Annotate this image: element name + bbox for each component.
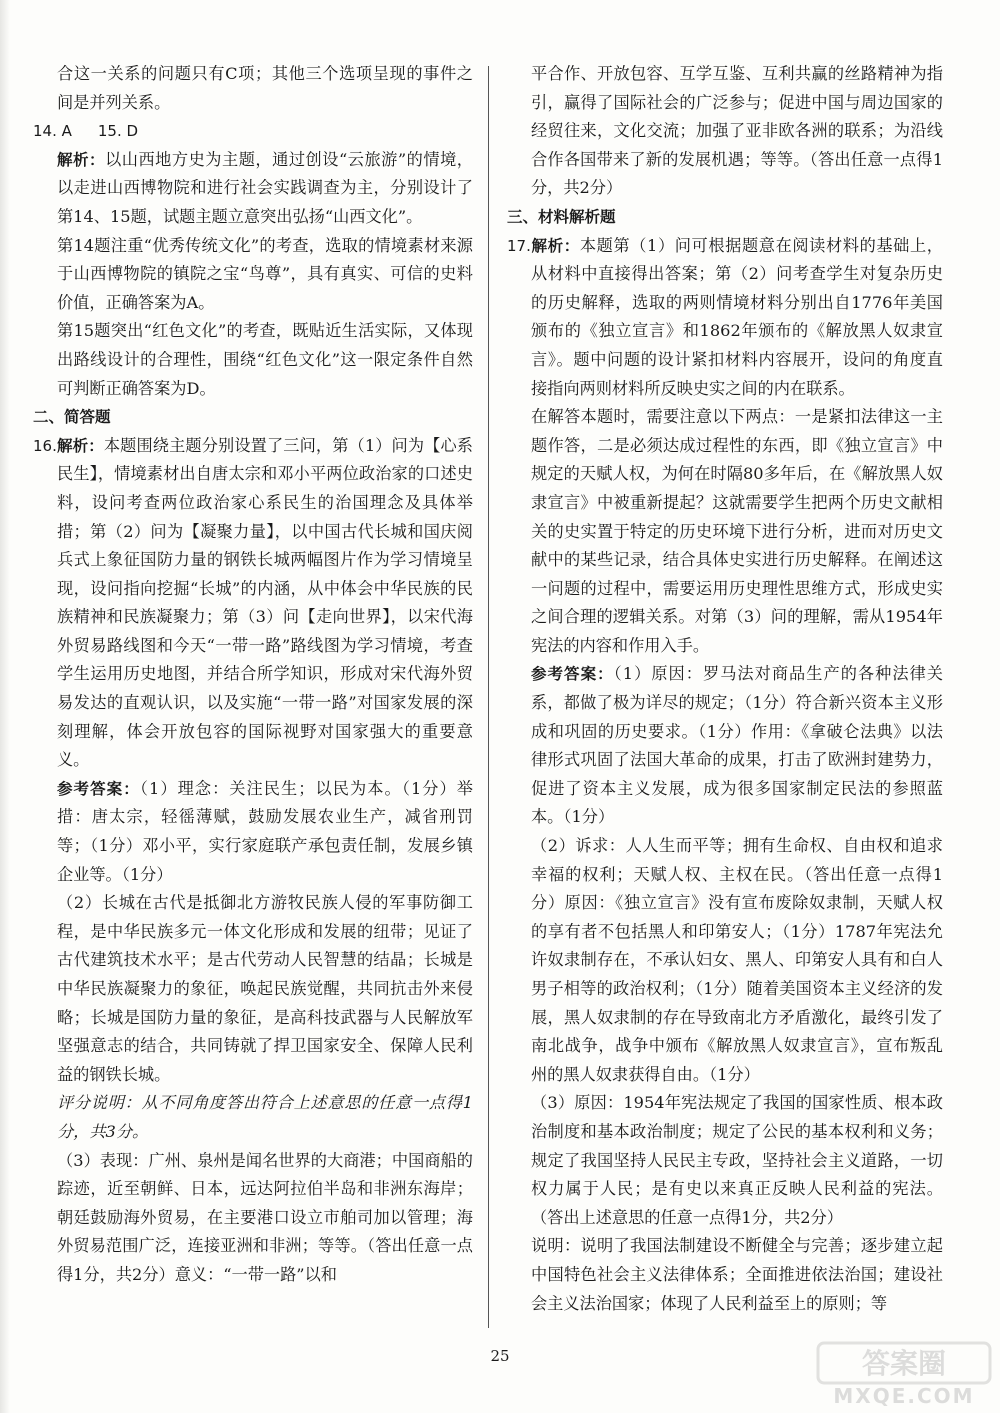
analysis-15-detail: 第15题突出“红色文化”的考查，既贴近生活实际，又体现出路线设计的合理性，围绕“红色文化”这一限定条件自然可判断正确答案为D。 <box>57 321 473 398</box>
answer-15: 15. D <box>97 122 139 141</box>
intro-paragraph: 合这一关系的问题只有C项；其他三个选项呈现的事件之间是并列关系。 <box>57 64 473 112</box>
answer-3-continued: 平合作、开放包容、互学互鉴、互利共赢的丝路精神为指引，赢得了国际社会的广泛参与；促进中国与周边国家的经贸往来，文化交流；加强了亚非欧各洲的联系；为沿线合作各国带来了新的发展机遇；等等。（答出任意一点得1分，共2分） <box>531 64 943 198</box>
question-16-number: 16. <box>33 436 57 455</box>
answer-14: 14. A <box>33 122 72 141</box>
analysis-label: 解析： <box>530 236 580 255</box>
scoring-note: 评分说明：从不同角度答出符合上述意思的任意一点得1分，共3分。 <box>57 1093 473 1141</box>
question-16-answer-2: （2）长城在古代是抵御北方游牧民族人侵的军事防御工程，是中华民族多元一体文化形成和发展的纽带；见证了古代建筑技术水平；是古代劳动人民智慧的结晶；长城是中华民族凝聚力的象征，唤起民族觉醒，共同抗击外来侵略；长城是国防力量的象征，是高科技武器与人民解放军坚强意志的结合，共同铸就了捍卫国家安全、保障人民利益的钢铁长城。 <box>57 893 473 1084</box>
analysis-14-15 <box>33 146 473 232</box>
question-17-analysis-2: 在解答本题时，需要注意以下两点：一是紧扣法律这一主题作答，二是必须达成过程性的东西，即《独立宣言》中规定的天赋人权，为何在时隔80多年后，在《解放黑人奴隶宣言》中被重新提起？这就需要学生把两个历史文献相关的史实置于特定的历史环境下进行分析，进而对历史文献中的某些记录，结合具体史实进行历史解释。在阐述这一问题的过程中，需要运用历史理性思维方式，形成史实之间合理的逻辑关系。对第（3）问的理解，需从1954年宪法的内容和作用入手。 <box>531 407 943 655</box>
reference-answer-label: 参考答案： <box>531 665 614 684</box>
question-16-answer-1 <box>33 775 473 889</box>
page-number: 25 <box>490 1347 510 1365</box>
question-16-analysis <box>33 432 473 775</box>
analysis-text: 以山西地方史为主题，通过创设“云旅游”的情境，以走进山西博物院和进行社会实践调查为主，分别设计了第14、15题，试题主题立意突出弘扬“山西文化”。 <box>57 149 473 226</box>
question-16-analysis-text: 本题围绕主题分别设置了三问，第（1）问为【心系民生】，情境素材出自唐太宗和邓小平两位政治家的口述史料，设问考查两位政治家心系民生的治国理念及具体举措；第（2）问为【凝聚力量】，以中国古代长城和国庆阅兵式上象征国防力量的钢铁长城两幅图片作为学习情境呈现，设问指向挖掘“长城”的内涵，从中体会中华民族的民族精神和民族凝聚力；第（3）问【走向世界】，以宋代海外贸易路线图和今天“一带一路”路线图为学习情境，考查学生运用历史地图，并结合所学知识，形成对宋代海外贸易发达的直观认识，以及实施“一带一路”对国家发展的深刻理解，体会开放包容的国际视野对国家强大的重要意义。 <box>57 435 473 770</box>
section-heading-short-answer: 二、简答题 <box>33 408 111 427</box>
question-17-number: 17. <box>507 236 531 255</box>
analysis-label: 解析： <box>56 436 104 455</box>
answer-1-text: （1）理念：关注民生；以民为本。（1分）举措：唐太宗，轻徭薄赋，鼓励发展农业生产，减省刑罚等；（1分）邓小平，实行家庭联产承包责任制，发展乡镇企业等。（1分） <box>57 778 473 884</box>
reference-answer-label: 参考答案： <box>57 779 140 798</box>
scan-edge-shadow <box>0 0 10 1413</box>
column-divider <box>488 66 489 1328</box>
analysis-14-detail: 第14题注重“优秀传统文化”的考查，选取的情境素材来源于山西博物院的镇院之宝“鸟尊”，具有真实、可信的史料价值，正确答案为A。 <box>57 235 473 312</box>
analysis-label: 解析： <box>57 150 106 169</box>
section-heading-material-analysis: 三、材料解析题 <box>507 207 616 226</box>
right-column <box>507 60 943 1318</box>
question-17-answer-3: （3）原因：1954年宪法规定了我国的国家性质、根本政治制度和基本政治制度；规定了公民的基本权利和义务；规定了我国坚持人民民主专政，坚持社会主义道路，一切权力属于人民；是有史以来真正反映人民利益的宪法。（答出上述意思的任意一点得1分，共2分） <box>531 1093 943 1227</box>
answers-14-15 <box>33 117 473 146</box>
left-column <box>33 60 473 1290</box>
watermark-logo <box>814 1339 994 1409</box>
answer-1-text: （1）原因：罗马法对商品生产的各种法律关系，都做了极为详尽的规定；（1分）符合新兴资本主义形成和巩固的历史要求。（1分）作用：《拿破仑法典》以法律形式巩固了法国大革命的成果，打击了欧洲封建势力，促进了资本主义发展，成为很多国家制定民法的参照蓝本。（1分） <box>531 664 943 827</box>
watermark-text-cn: 答案圈 <box>861 1347 947 1380</box>
question-17-analysis <box>507 232 943 404</box>
question-17-answer-2: （2）诉求：人人生而平等；拥有生命权、自由权和追求幸福的权利；天赋人权、主权在民。（答出任意一点得1分）原因：《独立宣言》没有宣布废除奴隶制，天赋人权的享有者不包括黑人和印第安人；（1分）1787年宪法允许奴隶制存在，不承认妇女、黑人、印第安人具有和白人男子相等的政治权利；（1分）随着美国资本主义经济的发展，黑人奴隶制的存在导致南北方矛盾激化，最终引发了南北战争，战争中颁布《解放黑人奴隶宣言》，宣布叛乱州的黑人奴隶获得自由。（1分） <box>531 836 943 1084</box>
question-17-analysis-text: 本题第（1）问可根据题意在阅读材料的基础上，从材料中直接得出答案；第（2）问考查学生对复杂历史的历史解释，选取的两则情境材料分别出自1776年美国颁布的《独立宣言》和1862年颁布的《解放黑人奴隶宣言》。题中问题的设计紧扣材料内容展开，设问的角度直接指向两则材料所反映史实之间的内在联系。 <box>531 235 943 398</box>
question-17-answer-1 <box>507 660 943 832</box>
question-17-explanation: 说明：说明了我国法制建设不断健全与完善；逐步建立起中国特色社会主义法律体系；全面推进依法治国；建设社会主义法治国家；体现了人民利益至上的原则；等 <box>531 1236 943 1313</box>
watermark-text-en: MXQE.COM <box>833 1384 975 1408</box>
question-16-answer-3: （3）表现：广州、泉州是闻名世界的大商港；中国商船的踪迹，近至朝鲜、日本，远达阿拉伯半岛和非洲东海岸；朝廷鼓励海外贸易，在主要港口设立市舶司加以管理；海外贸易范围广泛，连接亚洲和非洲；等等。（答出任意一点得1分，共2分）意义：“一带一路”以和 <box>57 1150 473 1284</box>
